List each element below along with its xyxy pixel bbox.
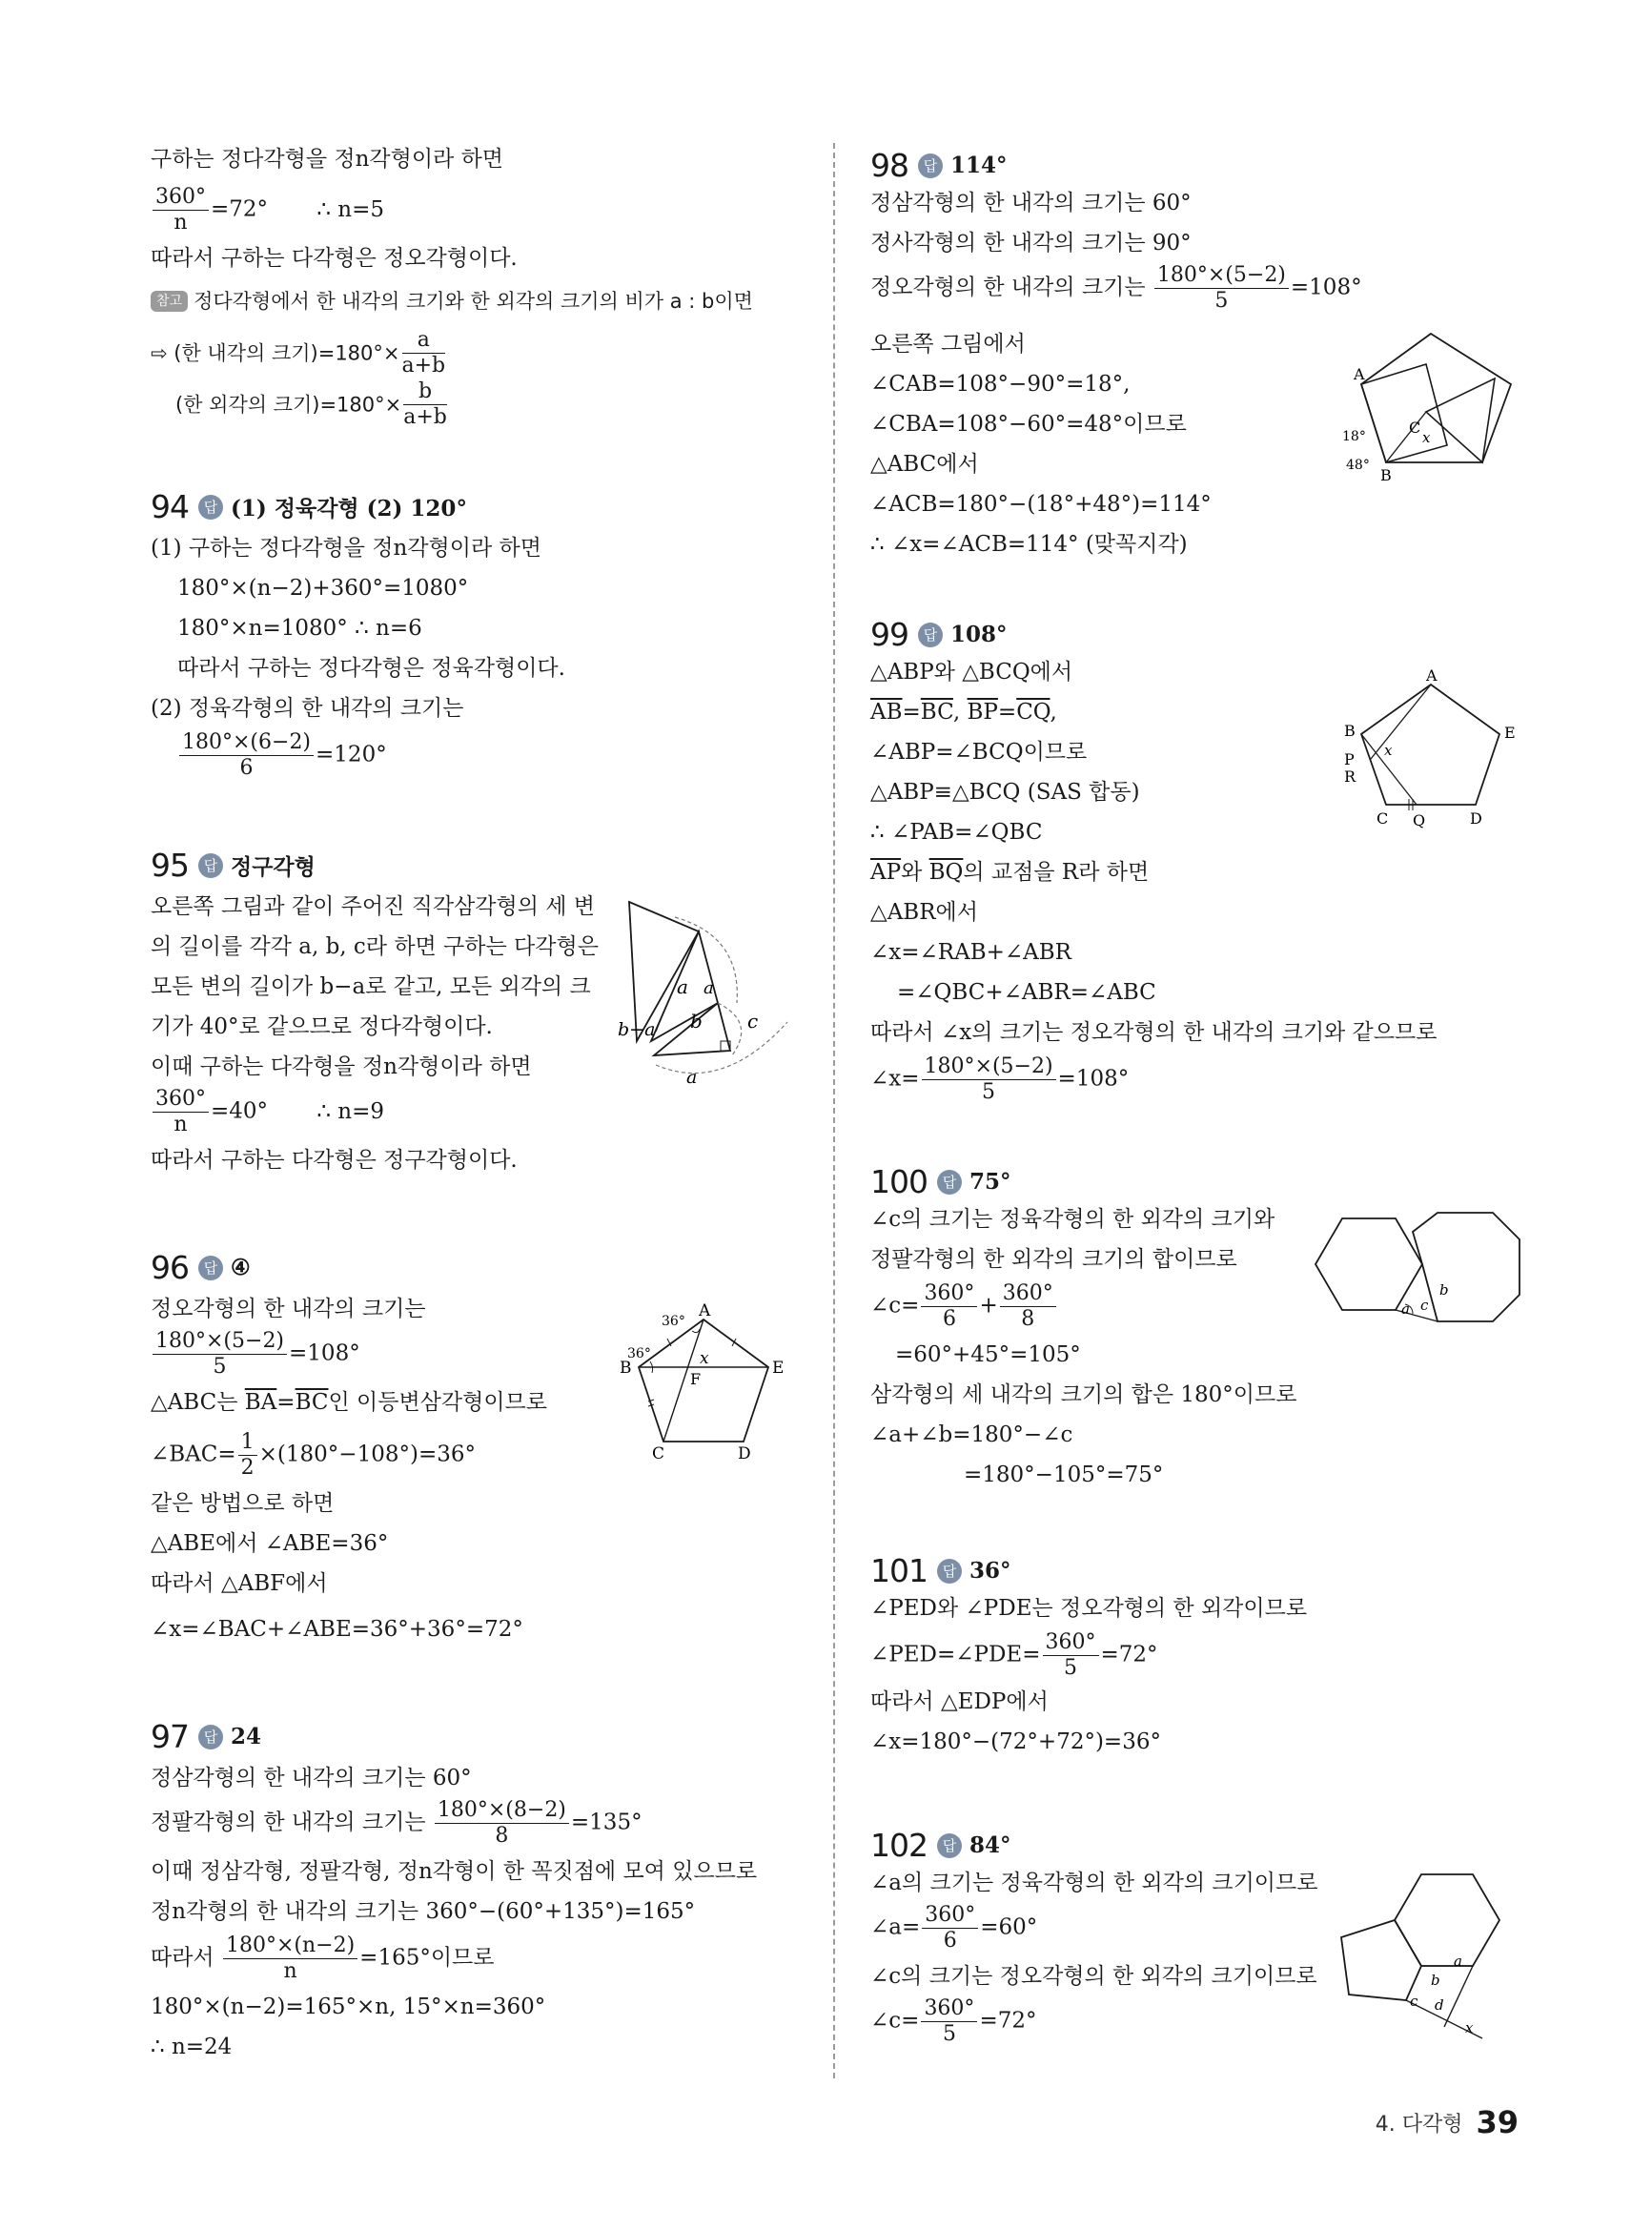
text-line: 구하는 정다각형을 정n각형이라 하면 [151,147,504,172]
note-formula-1: ⇨ (한 내각의 크기)=180°× $\frac{a}{a+b}$ [151,328,446,378]
formula-line: 정팔각형의 한 내각의 크기는 $\frac{180^\circ\times(8-2)}{8}$ =135° [151,1798,642,1848]
section-title: 4. 다각형 [1375,2112,1463,2137]
text-line: △ABC는 $\overline{BA}=\overline{BC}$인 이등변삼각형이므로 [151,1390,547,1415]
text-line: 따라서 구하는 다각형은 정오각형이다. [151,246,518,271]
label-C: C [652,1444,665,1463]
text-line: △ABP≡△BCQ (SAS 합동) [870,780,1140,805]
text-line: ∠a의 크기는 정육각형의 한 외각의 크기이므로 [870,1871,1318,1895]
note-badge: 참고 [151,291,188,312]
label-B: B [1344,722,1356,740]
note-line: 참고 정다각형에서 한 내각의 크기와 한 외각의 크기의 비가 a : b이면 [151,286,753,316]
formula-line: ∠x= $\frac{180^\circ\times(5-2)}{5}$ =108° [870,1054,1130,1104]
text-line: 따라서 △ABF에서 [151,1571,328,1596]
text-line: ∠a+∠b=180°−∠c [870,1422,1073,1447]
fraction: $\frac{360^\circ}{n}$ [153,185,209,235]
text-line: 따라서 구하는 정다각형은 정육각형이다. [177,656,565,681]
label-a: a [1401,1300,1410,1318]
text-line: $\overline{AP}$와 $\overline{BQ}$의 교점을 R라 하면 [870,860,1150,885]
column-divider [833,143,835,2078]
text-line: 정삼각형의 한 내각의 크기는 60° [870,191,1192,215]
answer-badge: 답 [937,1559,962,1584]
label-C: C [1409,419,1421,437]
label-18deg: 18° [1342,429,1366,444]
text-line: 같은 방법으로 하면 [151,1491,335,1516]
problem-95-header: 95 답 정구각형 [151,847,316,884]
problem-97-header: 97 답 24 [151,1718,262,1755]
hexagon-octagon-figure [1314,1211,1538,1340]
label-c: c [1410,1993,1418,2010]
label-a: a [677,975,688,998]
text-line: 정사각형의 한 내각의 크기는 90° [870,231,1192,256]
text-line: ∴ n=24 [151,2035,233,2059]
label-c: c [747,1010,759,1033]
label-x: x [1384,742,1393,759]
label-48deg: 48° [1346,458,1370,473]
pentagon-square-triangle-figure [1342,326,1533,498]
label-a: a [686,1067,698,1088]
label-D: D [738,1444,751,1463]
text-line: ∠c의 크기는 정육각형의 한 외각의 크기와 [870,1207,1275,1232]
label-A: A [1354,365,1365,383]
text-line: (1) 구하는 정다각형을 정n각형이라 하면 [151,536,541,561]
text-line: △ABC에서 [870,452,979,477]
text-line: 정오각형의 한 내각의 크기는 [151,1297,426,1321]
text-line: ∠x=∠RAB+∠ABR [870,940,1071,965]
text-line: ∠ACB=180°−(18°+48°)=114° [870,492,1212,517]
text-line: =180°−105°=75° [964,1463,1164,1487]
label-a: a [1454,1953,1462,1970]
text-line: ∴ ∠x=∠ACB=114° (맞꼭지각) [870,532,1188,557]
label-36deg: 36° [662,1314,685,1329]
text-line: 오른쪽 그림에서 [870,332,1026,357]
text-line: 따라서 ∠x의 크기는 정오각형의 한 내각의 크기와 같으므로 [870,1020,1438,1045]
label-Q: Q [1413,811,1426,829]
answer-badge: 답 [198,1725,223,1749]
text-line: 180°×n=1080° ∴ n=6 [177,616,422,641]
label-x: x [1422,429,1431,446]
label-b: b [1439,1281,1449,1299]
formula-line: 정오각형의 한 내각의 크기는 $\frac{180^\circ\times(5-2)}{5}$ =108° [870,263,1362,313]
answer-badge: 답 [937,1170,962,1195]
text-line: 정팔각형의 한 외각의 크기의 합이므로 [870,1247,1237,1272]
text-line: 정삼각형의 한 내각의 크기는 60° [151,1766,472,1790]
text-line: ∠CBA=108°−60°=48°이므로 [870,412,1187,437]
label-b: b [1431,1972,1440,1989]
label-b-minus-a: b−a [618,1019,656,1040]
label-P: P [1344,750,1355,768]
label-x: x [1465,2019,1474,2036]
problem-100-header: 100 답 75° [870,1163,1011,1200]
note-formula-2: (한 외각의 크기)=180°× $\frac{b}{a+b}$ [175,379,447,429]
label-E: E [772,1359,785,1378]
text-line: ∠x=∠BAC+∠ABE=36°+36°=72° [151,1617,523,1642]
label-C: C [1377,809,1389,828]
text-line: ∴ ∠PAB=∠QBC [870,820,1043,845]
label-c: c [1420,1297,1429,1314]
text-line: △ABE에서 ∠ABE=36° [151,1531,389,1556]
answer-badge: 답 [918,623,943,647]
answer-badge: 답 [198,495,223,520]
text-line: ∠CAB=108°−90°=18°, [870,372,1131,397]
text-line: =∠QBC+∠ABR=∠ABC [897,980,1156,1005]
answer-badge: 답 [198,853,223,878]
text-line: 이때 정삼각형, 정팔각형, 정n각형이 한 꼭짓점에 모여 있으므로 [151,1859,758,1884]
problem-101-header: 101 답 36° [870,1552,1011,1589]
label-36deg: 36° [627,1346,651,1361]
formula-line: $\frac{360^\circ}{n}$ =72° ∴ n=5 [151,185,384,235]
page-number: 39 [1476,2104,1519,2140]
text-line: 정n각형의 한 내각의 크기는 360°−(60°+135°)=165° [151,1899,696,1924]
page-footer [1376,2104,1519,2140]
hexagon-pentagon-figure [1339,1867,1540,2038]
text-line: 이때 구하는 다각형을 정n각형이라 하면 [151,1054,532,1079]
text-line: △ABR에서 [870,900,978,925]
text-line: 의 길이를 각각 a, b, c라 하면 구하는 다각형은 [151,934,599,959]
label-D: D [1470,809,1482,828]
text-line: =60°+45°=105° [895,1342,1081,1367]
formula-line: ∠PED=∠PDE= $\frac{360^\circ}{5}$ =72° [870,1630,1158,1680]
formula-line: ∠a= $\frac{360^\circ}{6}$ =60° [870,1903,1038,1953]
triangle-spiral-figure [618,898,823,1089]
text-line: 오른쪽 그림과 같이 주어진 직각삼각형의 세 변 [151,894,596,919]
label-A: A [1426,666,1438,685]
text-line: 모든 변의 길이가 b−a로 같고, 모든 외각의 크 [151,974,591,999]
label-x: x [700,1349,709,1368]
text-line: 기가 40°로 같으므로 정다각형이다. [151,1014,493,1039]
text-line: ∠ABP=∠BCQ이므로 [870,740,1088,765]
text-line: ∠c의 크기는 정오각형의 한 외각의 크기이므로 [870,1964,1317,1989]
label-d: d [1435,1996,1444,2014]
label-b: b [690,1010,703,1033]
formula-line: ∠c= $\frac{360^\circ}{6}$ + $\frac{360^\circ}{8}$ [870,1281,1058,1332]
label-a: a [704,978,714,998]
answer-badge: 답 [937,1833,962,1858]
text-line: ∠x=180°−(72°+72°)=36° [870,1729,1161,1754]
problem-94-header: 94 답 (1) 정육각형 (2) 120° [151,488,467,525]
problem-102-header: 102 답 84° [870,1827,1011,1864]
label-F: F [690,1370,702,1388]
text-line: ∠PED와 ∠PDE는 정오각형의 한 외각이므로 [870,1596,1308,1621]
pentagon-figure-96 [608,1299,799,1480]
formula-line: $\frac{180^\circ\times(5-2)}{5}$ =108° [151,1329,360,1380]
label-E: E [1504,724,1516,742]
formula-line: $\frac{180^\circ\times(6-2)}{6}$ =120° [177,730,387,781]
pentagon-figure-99 [1333,665,1533,829]
text-line: △ABP와 △BCQ에서 [870,660,1073,685]
answer-badge: 답 [918,153,943,178]
label-A: A [699,1301,711,1320]
text-line: 삼각형의 세 내각의 크기의 합은 180°이므로 [870,1382,1297,1407]
problem-99-header: 99 답 108° [870,616,1008,653]
answer-badge: 답 [198,1256,223,1280]
text-line: $\overline{AB}=\overline{BC}$, $\overline{BP}=\overline{CQ}$, [870,700,1057,725]
formula-line: $\frac{360^\circ}{n}$ =40° ∴ n=9 [151,1087,384,1137]
formula-line: ∠c= $\frac{360^\circ}{5}$ =72° [870,1996,1037,2046]
problem-98-header: 98 답 114° [870,147,1008,184]
text-line: 따라서 △EDP에서 [870,1689,1049,1714]
text-line: 180°×(n−2)+360°=1080° [177,576,469,601]
label-B: B [620,1359,632,1378]
text-line: (2) 정육각형의 한 내각의 크기는 [151,696,464,721]
text-line: 따라서 구하는 다각형은 정구각형이다. [151,1148,518,1173]
problem-96-header: 96 답 ④ [151,1249,251,1286]
label-B: B [1380,466,1392,484]
formula-line: 따라서 $\frac{180^\circ\times(n-2)}{n}$ =165°이므로 [151,1933,495,1983]
formula-line: ∠BAC= $\frac{1}{2}$ ×(180°−108°)=36° [151,1430,476,1480]
label-R: R [1344,767,1356,786]
text-line: 180°×(n−2)=165°×n, 15°×n=360° [151,1995,546,2019]
